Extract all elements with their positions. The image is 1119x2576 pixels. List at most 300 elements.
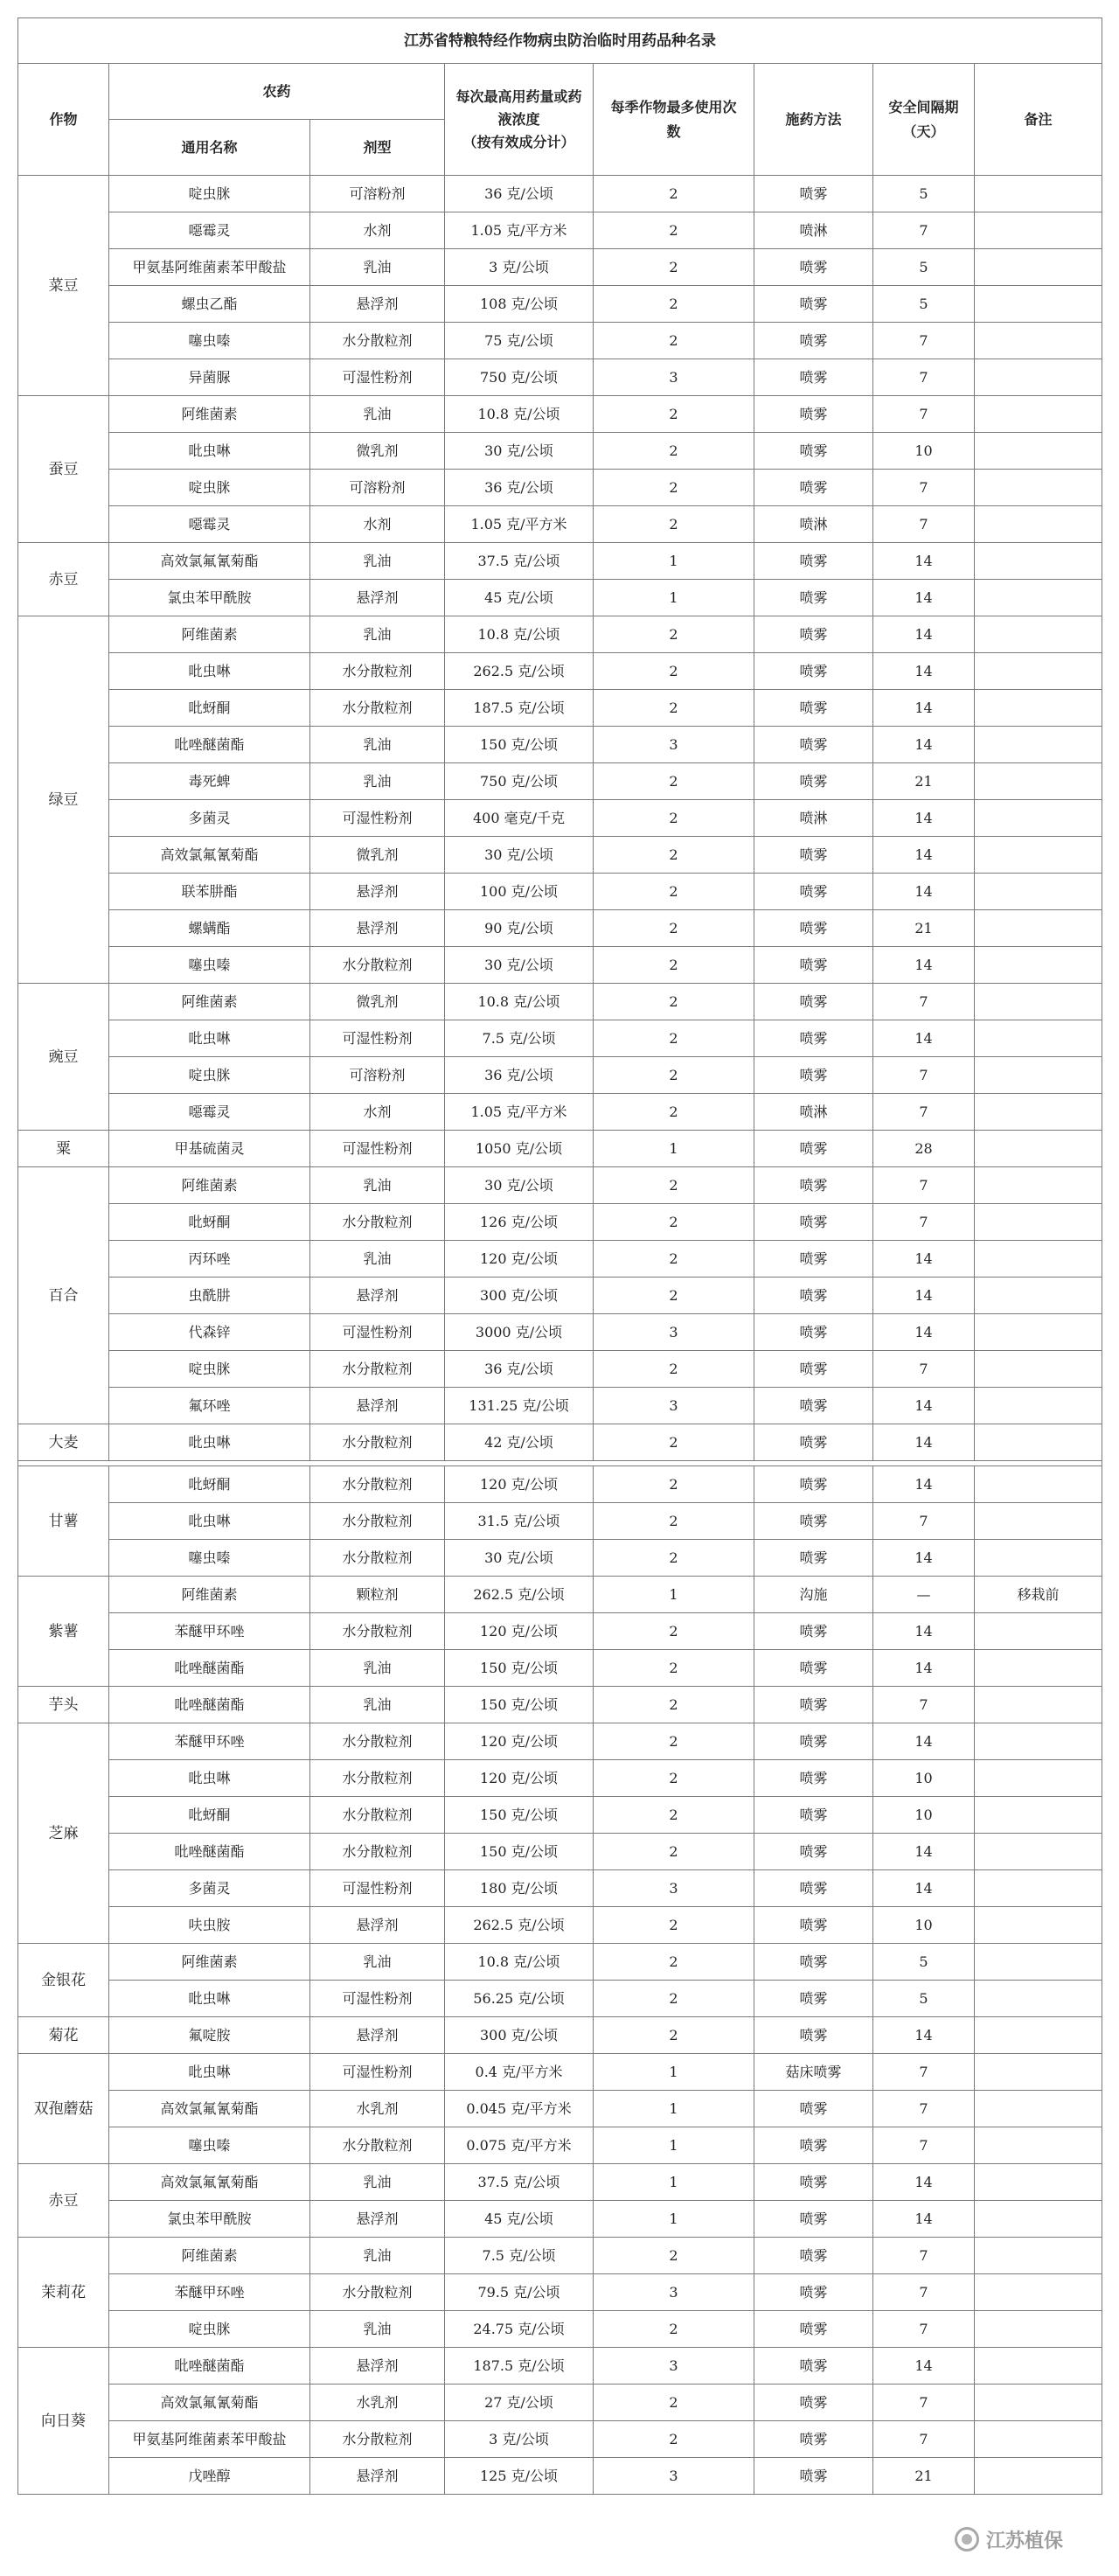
interval-cell: 7 [873,359,975,396]
max-uses-cell: 3 [594,359,754,396]
table-row [18,2458,1102,2495]
method-cell: 喷雾 [754,2017,873,2054]
max-uses-cell: 2 [594,396,754,433]
dosage-cell: 120 克/公顷 [445,1466,594,1503]
interval-cell: 7 [873,2238,975,2274]
formulation-cell: 乳油 [310,616,445,653]
dosage-cell: 75 克/公顷 [445,323,594,359]
max-uses-cell: 2 [594,1278,754,1314]
max-uses-cell: 3 [594,1388,754,1424]
dosage-cell: 1.05 克/平方米 [445,212,594,249]
method-cell: 喷雾 [754,874,873,910]
table-row [18,1057,1102,1094]
interval-cell: 10 [873,1797,975,1834]
max-uses-cell: 2 [594,1760,754,1797]
method-cell: 沟施 [754,1577,873,1613]
dosage-cell: 262.5 克/公顷 [445,653,594,690]
formulation-cell: 悬浮剂 [310,1388,445,1424]
table-body [18,176,1102,2495]
remarks-cell [975,1388,1102,1424]
table-row [18,1388,1102,1424]
remarks-cell [975,1167,1102,1204]
remarks-cell [975,1020,1102,1057]
interval-cell: 7 [873,984,975,1020]
dosage-cell: 10.8 克/公顷 [445,616,594,653]
max-uses-cell: 2 [594,1424,754,1461]
common-name-cell: 噻虫嗪 [109,1540,310,1577]
table-row [18,984,1102,1020]
formulation-cell: 悬浮剂 [310,1278,445,1314]
max-uses-cell: 2 [594,2311,754,2348]
formulation-cell: 可湿性粉剂 [310,1314,445,1351]
interval-cell: 7 [873,2274,975,2311]
interval-cell: 14 [873,1466,975,1503]
common-name-cell: 噁霉灵 [109,506,310,543]
method-cell: 喷雾 [754,837,873,874]
interval-cell: 14 [873,1314,975,1351]
max-uses-cell: 2 [594,1613,754,1650]
remarks-cell [975,249,1102,286]
header-max-uses [594,64,754,176]
method-cell: 喷雾 [754,433,873,470]
max-uses-cell: 1 [594,1131,754,1167]
dosage-cell: 10.8 克/公顷 [445,1944,594,1981]
dosage-cell: 400 毫克/千克 [445,800,594,837]
dosage-cell: 262.5 克/公顷 [445,1907,594,1944]
interval-cell: 7 [873,1503,975,1540]
formulation-cell: 水分散粒剂 [310,1834,445,1870]
formulation-cell: 可湿性粉剂 [310,359,445,396]
interval-cell: 14 [873,1241,975,1278]
max-uses-cell: 1 [594,580,754,616]
common-name-cell: 苯醚甲环唑 [109,1723,310,1760]
table-row [18,359,1102,396]
interval-cell: 14 [873,1540,975,1577]
common-name-cell: 吡虫啉 [109,2054,310,2091]
remarks-cell [975,1278,1102,1314]
method-cell: 喷雾 [754,2348,873,2385]
max-uses-cell: 3 [594,2458,754,2495]
remarks-cell [975,2054,1102,2091]
common-name-cell: 甲氨基阿维菌素苯甲酸盐 [109,2421,310,2458]
formulation-cell: 可湿性粉剂 [310,1870,445,1907]
method-cell: 喷雾 [754,1870,873,1907]
dosage-cell: 131.25 克/公顷 [445,1388,594,1424]
table-row [18,1577,1102,1613]
max-uses-cell: 2 [594,323,754,359]
max-uses-cell: 2 [594,2421,754,2458]
dosage-cell: 0.075 克/平方米 [445,2127,594,2164]
max-uses-cell: 3 [594,727,754,763]
dosage-cell: 180 克/公顷 [445,1870,594,1907]
table-row [18,470,1102,506]
max-uses-cell: 2 [594,616,754,653]
interval-cell: 14 [873,1388,975,1424]
formulation-cell: 悬浮剂 [310,2458,445,2495]
interval-cell: 7 [873,506,975,543]
method-cell: 喷雾 [754,1540,873,1577]
interval-cell: 5 [873,176,975,212]
header-dosage-line3: （按有效成分计） [462,133,575,150]
remarks-cell [975,690,1102,727]
header-dosage-line2: 液浓度 [497,110,540,128]
method-cell: 喷雾 [754,2091,873,2127]
formulation-cell: 可湿性粉剂 [310,1981,445,2017]
dosage-cell: 0.045 克/平方米 [445,2091,594,2127]
formulation-cell: 微乳剂 [310,837,445,874]
formulation-cell: 悬浮剂 [310,874,445,910]
dosage-cell: 30 克/公顷 [445,837,594,874]
method-cell: 喷淋 [754,1094,873,1131]
dosage-cell: 187.5 克/公顷 [445,2348,594,2385]
crop-cell: 向日葵 [18,2348,109,2495]
interval-cell: 7 [873,1687,975,1723]
common-name-cell: 高效氯氟氰菊酯 [109,2091,310,2127]
dosage-cell: 7.5 克/公顷 [445,2238,594,2274]
common-name-cell: 高效氯氟氰菊酯 [109,2385,310,2421]
watermark [955,2522,1095,2557]
crop-cell: 双孢蘑菇 [18,2054,109,2164]
max-uses-cell: 2 [594,1907,754,1944]
table-row [18,727,1102,763]
common-name-cell: 丙环唑 [109,1241,310,1278]
interval-cell: 21 [873,910,975,947]
max-uses-cell: 2 [594,984,754,1020]
method-cell: 喷淋 [754,506,873,543]
remarks-cell [975,1131,1102,1167]
common-name-cell: 甲氨基阿维菌素苯甲酸盐 [109,249,310,286]
dosage-cell: 126 克/公顷 [445,1204,594,1241]
formulation-cell: 水剂 [310,212,445,249]
remarks-cell [975,1057,1102,1094]
table-row [18,2238,1102,2274]
crop-cell: 豌豆 [18,984,109,1131]
method-cell: 喷雾 [754,1278,873,1314]
remarks-cell [975,1760,1102,1797]
header-formulation: 剂型 [310,120,445,176]
dosage-cell: 37.5 克/公顷 [445,543,594,580]
remarks-cell [975,910,1102,947]
dosage-cell: 79.5 克/公顷 [445,2274,594,2311]
common-name-cell: 氟环唑 [109,1388,310,1424]
max-uses-cell: 2 [594,506,754,543]
method-cell: 喷雾 [754,543,873,580]
max-uses-cell: 2 [594,800,754,837]
table-row [18,1870,1102,1907]
dosage-cell: 30 克/公顷 [445,1540,594,1577]
formulation-cell: 水分散粒剂 [310,1723,445,1760]
remarks-cell [975,2164,1102,2201]
interval-cell: 10 [873,1760,975,1797]
max-uses-cell: 2 [594,2017,754,2054]
common-name-cell: 吡蚜酮 [109,1204,310,1241]
remarks-cell [975,2017,1102,2054]
common-name-cell: 噻虫嗪 [109,2127,310,2164]
common-name-cell: 戊唑醇 [109,2458,310,2495]
max-uses-cell: 2 [594,1981,754,2017]
formulation-cell: 乳油 [310,2164,445,2201]
interval-cell: 14 [873,543,975,580]
remarks-cell [975,1613,1102,1650]
formulation-cell: 可湿性粉剂 [310,1020,445,1057]
remarks-cell [975,286,1102,323]
remarks-cell [975,1503,1102,1540]
dosage-cell: 262.5 克/公顷 [445,1577,594,1613]
header-remarks: 备注 [975,64,1102,176]
table-row [18,1944,1102,1981]
dosage-cell: 42 克/公顷 [445,1424,594,1461]
common-name-cell: 吡唑醚菌酯 [109,727,310,763]
formulation-cell: 水分散粒剂 [310,1613,445,1650]
table-row [18,249,1102,286]
interval-cell: 14 [873,1870,975,1907]
formulation-cell: 水分散粒剂 [310,1424,445,1461]
max-uses-cell: 2 [594,1797,754,1834]
interval-cell: 7 [873,212,975,249]
table-row [18,1540,1102,1577]
dosage-cell: 150 克/公顷 [445,1687,594,1723]
common-name-cell: 啶虫脒 [109,470,310,506]
remarks-cell [975,580,1102,616]
common-name-cell: 高效氯氟氰菊酯 [109,2164,310,2201]
interval-cell: 14 [873,2348,975,2385]
formulation-cell: 乳油 [310,543,445,580]
max-uses-cell: 2 [594,1650,754,1687]
dosage-cell: 36 克/公顷 [445,470,594,506]
method-cell: 喷雾 [754,1797,873,1834]
remarks-cell [975,2201,1102,2238]
dosage-cell: 750 克/公顷 [445,359,594,396]
method-cell: 喷雾 [754,286,873,323]
method-cell: 喷雾 [754,1351,873,1388]
remarks-cell [975,1907,1102,1944]
table-row [18,1797,1102,1834]
max-uses-cell: 2 [594,690,754,727]
dosage-cell: 45 克/公顷 [445,580,594,616]
table-row [18,1503,1102,1540]
table-row [18,2017,1102,2054]
interval-cell: 7 [873,396,975,433]
crop-cell: 绿豆 [18,616,109,984]
remarks-cell [975,1351,1102,1388]
method-cell: 喷雾 [754,1388,873,1424]
max-uses-cell: 2 [594,1204,754,1241]
formulation-cell: 颗粒剂 [310,1577,445,1613]
remarks-cell [975,1424,1102,1461]
table-row [18,947,1102,984]
method-cell: 菇床喷雾 [754,2054,873,2091]
common-name-cell: 虫酰肼 [109,1278,310,1314]
max-uses-cell: 3 [594,1870,754,1907]
remarks-cell [975,543,1102,580]
max-uses-cell: 2 [594,1503,754,1540]
crop-cell: 芋头 [18,1687,109,1723]
max-uses-cell: 2 [594,249,754,286]
header-max-uses-line1: 每季作物最多使用次 [610,98,737,115]
remarks-cell [975,2238,1102,2274]
remarks-cell [975,763,1102,800]
method-cell: 喷雾 [754,947,873,984]
table-row [18,580,1102,616]
formulation-cell: 水分散粒剂 [310,653,445,690]
interval-cell: 14 [873,1723,975,1760]
common-name-cell: 代森锌 [109,1314,310,1351]
header-dosage-line1: 每次最高用药量或药 [455,87,582,105]
interval-cell: 7 [873,2385,975,2421]
formulation-cell: 水分散粒剂 [310,1466,445,1503]
formulation-cell: 可溶粉剂 [310,1057,445,1094]
max-uses-cell: 2 [594,2385,754,2421]
common-name-cell: 氯虫苯甲酰胺 [109,2201,310,2238]
remarks-cell [975,359,1102,396]
method-cell: 喷雾 [754,2201,873,2238]
formulation-cell: 悬浮剂 [310,2348,445,2385]
table-row [18,1424,1102,1461]
interval-cell: 5 [873,1944,975,1981]
common-name-cell: 阿维菌素 [109,616,310,653]
formulation-cell: 乳油 [310,763,445,800]
dosage-cell: 300 克/公顷 [445,2017,594,2054]
dosage-cell: 3 克/公顷 [445,249,594,286]
max-uses-cell: 2 [594,1094,754,1131]
crop-cell: 蚕豆 [18,396,109,543]
table-row [18,176,1102,212]
remarks-cell [975,2091,1102,2127]
interval-cell: 14 [873,947,975,984]
method-cell: 喷雾 [754,1613,873,1650]
crop-cell: 金银花 [18,1944,109,2017]
common-name-cell: 噻虫嗪 [109,947,310,984]
max-uses-cell: 1 [594,2091,754,2127]
table-row [18,1760,1102,1797]
method-cell: 喷雾 [754,1907,873,1944]
formulation-cell: 水剂 [310,1094,445,1131]
remarks-cell [975,727,1102,763]
interval-cell: 14 [873,2017,975,2054]
method-cell: 喷雾 [754,727,873,763]
remarks-cell [975,1466,1102,1503]
dosage-cell: 7.5 克/公顷 [445,1020,594,1057]
formulation-cell: 水乳剂 [310,2091,445,2127]
max-uses-cell: 2 [594,176,754,212]
formulation-cell: 乳油 [310,727,445,763]
method-cell: 喷雾 [754,1687,873,1723]
formulation-cell: 悬浮剂 [310,1907,445,1944]
wechat-logo-icon [955,2527,979,2552]
interval-cell: 14 [873,2201,975,2238]
table-row [18,1613,1102,1650]
crop-cell: 粟 [18,1131,109,1167]
interval-cell: 7 [873,323,975,359]
interval-cell: 7 [873,1057,975,1094]
common-name-cell: 螺虫乙酯 [109,286,310,323]
max-uses-cell: 2 [594,286,754,323]
common-name-cell: 噁霉灵 [109,1094,310,1131]
dosage-cell: 120 克/公顷 [445,1613,594,1650]
formulation-cell: 水分散粒剂 [310,690,445,727]
common-name-cell: 噁霉灵 [109,212,310,249]
dosage-cell: 36 克/公顷 [445,1057,594,1094]
common-name-cell: 啶虫脒 [109,1057,310,1094]
common-name-cell: 吡蚜酮 [109,1466,310,1503]
remarks-cell [975,1241,1102,1278]
dosage-cell: 30 克/公顷 [445,1167,594,1204]
dosage-cell: 150 克/公顷 [445,727,594,763]
formulation-cell: 乳油 [310,1167,445,1204]
remarks-cell [975,874,1102,910]
max-uses-cell: 2 [594,1944,754,1981]
common-name-cell: 吡虫啉 [109,1503,310,1540]
interval-cell: 28 [873,1131,975,1167]
common-name-cell: 阿维菌素 [109,396,310,433]
common-name-cell: 阿维菌素 [109,984,310,1020]
dosage-cell: 1050 克/公顷 [445,1131,594,1167]
formulation-cell: 水分散粒剂 [310,1760,445,1797]
dosage-cell: 750 克/公顷 [445,763,594,800]
dosage-cell: 31.5 克/公顷 [445,1503,594,1540]
remarks-cell [975,1687,1102,1723]
remarks-cell [975,1870,1102,1907]
max-uses-cell: 2 [594,470,754,506]
formulation-cell: 乳油 [310,396,445,433]
formulation-cell: 乳油 [310,249,445,286]
common-name-cell: 吡唑醚菌酯 [109,1834,310,1870]
remarks-cell [975,837,1102,874]
dosage-cell: 120 克/公顷 [445,1723,594,1760]
dosage-cell: 90 克/公顷 [445,910,594,947]
table-row [18,1094,1102,1131]
formulation-cell: 水分散粒剂 [310,1351,445,1388]
dosage-cell: 1.05 克/平方米 [445,506,594,543]
table-row [18,2311,1102,2348]
table-row [18,2201,1102,2238]
max-uses-cell: 1 [594,2201,754,2238]
method-cell: 喷雾 [754,1314,873,1351]
common-name-cell: 甲基硫菌灵 [109,1131,310,1167]
remarks-cell [975,1314,1102,1351]
interval-cell: 14 [873,837,975,874]
method-cell: 喷雾 [754,1723,873,1760]
dosage-cell: 150 克/公顷 [445,1797,594,1834]
method-cell: 喷雾 [754,323,873,359]
remarks-cell [975,212,1102,249]
common-name-cell: 吡唑醚菌酯 [109,2348,310,2385]
dosage-cell: 187.5 克/公顷 [445,690,594,727]
dosage-cell: 37.5 克/公顷 [445,2164,594,2201]
table-row [18,2274,1102,2311]
max-uses-cell: 2 [594,1167,754,1204]
interval-cell: 14 [873,727,975,763]
formulation-cell: 悬浮剂 [310,2201,445,2238]
common-name-cell: 苯醚甲环唑 [109,2274,310,2311]
interval-cell: — [873,1577,975,1613]
dosage-cell: 0.4 克/平方米 [445,2054,594,2091]
common-name-cell: 高效氯氟氰菊酯 [109,543,310,580]
interval-cell: 7 [873,2421,975,2458]
method-cell: 喷雾 [754,984,873,1020]
max-uses-cell: 2 [594,947,754,984]
formulation-cell: 水分散粒剂 [310,1204,445,1241]
remarks-cell [975,800,1102,837]
remarks-cell [975,984,1102,1020]
method-cell: 喷雾 [754,616,873,653]
remarks-cell [975,1650,1102,1687]
table-row [18,396,1102,433]
common-name-cell: 吡蚜酮 [109,690,310,727]
formulation-cell: 悬浮剂 [310,910,445,947]
method-cell: 喷雾 [754,2311,873,2348]
table-row [18,910,1102,947]
